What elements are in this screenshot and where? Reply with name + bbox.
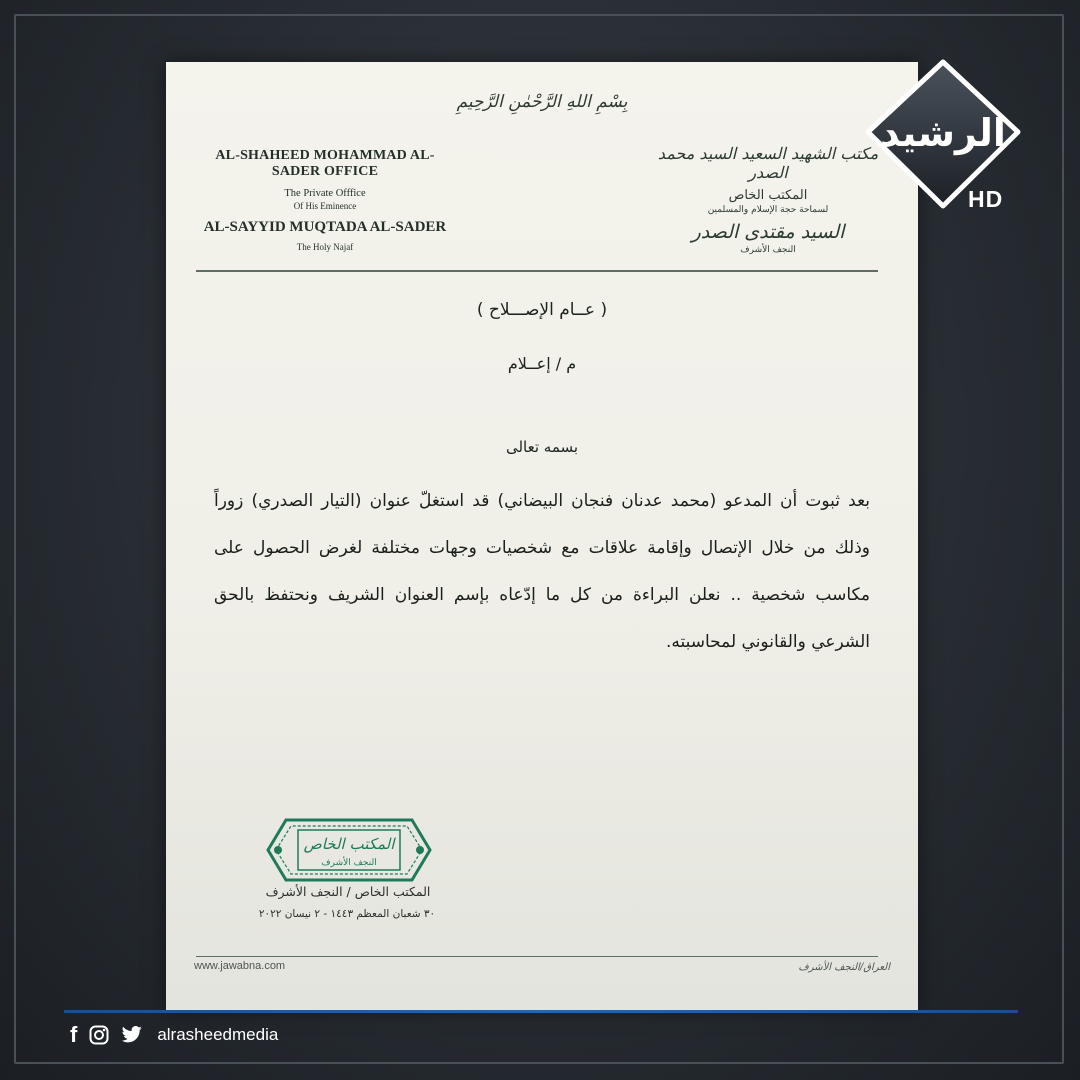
letter-body: بعد ثبوت أن المدعو (محمد عدنان فنجان البيضاني) قد استغلّ عنوان (التيار الصدري) زوراً وذلك من خلال الإتصال وإقامة علاقات مع شخصيات وجهات مختلفة لغرض الحصول على مكاسب شخصية .. نعلن البراءة من كل ما إدّعاه بإسم العنوان الشريف ونحتفظ بالحق الشرعي والقانوني لمحاسبته. [214, 491, 870, 652]
seal-subtitle: النجف الأشرف [321, 858, 377, 868]
reference-line: م / إعــلام [507, 354, 577, 373]
en-office-title: AL-SHAHEED MOHAMMAD AL-SADER OFFICE [215, 148, 435, 179]
en-city: The Holy Najaf [296, 242, 354, 252]
social-handle[interactable]: alrasheedmedia [157, 1025, 279, 1044]
en-private-office: The Private Offfice [284, 188, 366, 199]
year-title: ( عــام الإصـــلاح ) [476, 300, 608, 320]
facebook-icon[interactable]: f [70, 1022, 78, 1047]
office-seal [258, 814, 440, 886]
header-divider [196, 270, 878, 272]
footer-website[interactable]: www.jawabna.com [194, 960, 286, 972]
footer-address: العراق/النجف الأشرف [798, 962, 890, 973]
letter-paper [166, 62, 918, 1010]
letter-date: ٣٠ شعبان المعظم ١٤٤٣ - ٢ نيسان ٢٠٢٢ [258, 908, 436, 920]
signature-label: المكتب الخاص / النجف الأشرف [265, 884, 431, 899]
footer-divider [196, 956, 878, 957]
ar-private-office: المكتب الخاص [728, 188, 808, 203]
twitter-icon[interactable] [121, 1026, 143, 1044]
instagram-icon[interactable] [89, 1025, 109, 1045]
en-eminence: Of His Eminence [293, 201, 357, 211]
social-bar [70, 1022, 278, 1048]
accent-line [64, 1010, 1018, 1013]
ar-city: النجف الأشرف [740, 245, 796, 255]
arabic-letterhead [648, 144, 888, 255]
seal-title: المكتب الخاص [303, 835, 395, 853]
ar-name: السيد مقتدى الصدر [691, 221, 845, 243]
en-name: AL-SAYYID MUQTADA AL-SADER [203, 219, 447, 235]
bismihi-line: بسمه تعالى [505, 438, 579, 456]
hd-badge: HD [968, 186, 1004, 212]
ar-office-title: مكتب الشهيد السعيد السيد محمد الصدر [657, 144, 879, 182]
basmala: بِسْمِ اللهِ الرَّحْمٰنِ الرَّحِيمِ [456, 92, 628, 112]
logo-text: الرشيد [880, 111, 1006, 155]
english-letterhead [194, 148, 456, 252]
ar-eminence: لسماحة حجة الإسلام والمسلمين [707, 205, 829, 215]
